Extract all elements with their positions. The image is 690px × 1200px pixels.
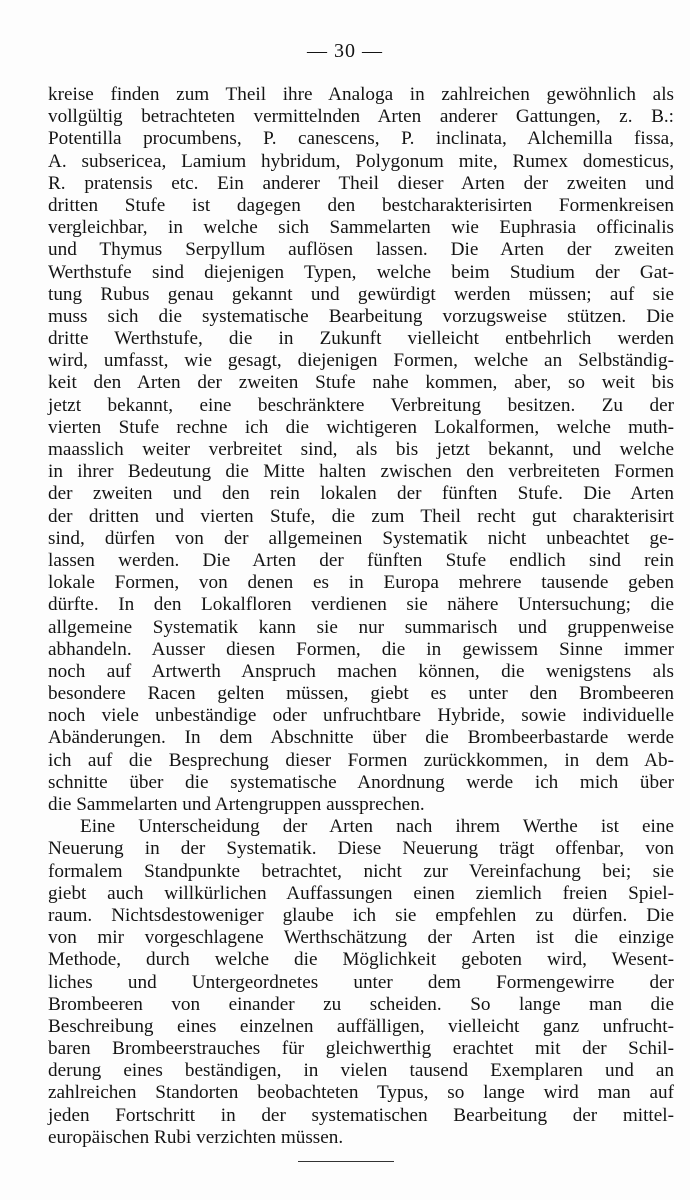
text-line: dritte Werthstufe, die in Zukunft vielleicht entbehrlich werden	[48, 328, 674, 350]
text-line: jetzt bekannt, eine beschränktere Verbreitung besitzen. Zu der	[48, 394, 674, 416]
text-line: Brombeeren von einander zu scheiden. So lange man die	[48, 993, 674, 1015]
text-line: dürfte. In den Lokalfloren verdienen sie nähere Untersuchung; die	[48, 594, 674, 616]
text-line: formalem Standpunkte betrachtet, nicht zur Vereinfachung bei; sie	[48, 860, 674, 882]
text-line: ich auf die Besprechung dieser Formen zurückkommen, in dem Ab-	[48, 749, 674, 771]
text-line: dritten Stufe ist dagegen den bestcharakterisirten Formenkreisen	[48, 194, 674, 216]
text-line: R. pratensis etc. Ein anderer Theil dieser Arten der zweiten und	[48, 172, 674, 194]
body-text	[48, 84, 674, 1149]
text-line: maasslich weiter verbreitet sind, als bis jetzt bekannt, und welche	[48, 439, 674, 460]
text-line: und Thymus Serpyllum auflösen lassen. Die Arten der zweiten	[48, 239, 674, 261]
text-line: noch auf Artwerth Anspruch machen können, die wenigstens als	[48, 660, 674, 682]
text-line: europäischen Rubi verzichten müssen.	[48, 1126, 344, 1148]
text-line: vollgültig betrachteten vermittelnden Arten anderer Gattungen, z. B.:	[48, 106, 674, 128]
text-line: wird, umfasst, wie gesagt, diejenigen Formen, welche an Selbständig-	[48, 350, 674, 372]
text-line: Abänderungen. In dem Abschnitte über die Brombeerbastarde werde	[48, 727, 674, 749]
text-line: jeden Fortschritt in der systematischen Bearbeitung der mittel-	[48, 1104, 674, 1126]
paragraph	[48, 816, 674, 1149]
text-line: A. subsericea, Lamium hybridum, Polygonum mite, Rumex domesticus,	[48, 150, 674, 172]
text-line: Potentilla procumbens, P. canescens, P. inclinata, Alchemilla fissa,	[48, 128, 674, 150]
text-line: Methode, durch welche die Möglichkeit geboten wird, Wesent-	[48, 949, 674, 971]
text-line: Eine Unterscheidung der Arten nach ihrem Werthe ist eine	[80, 816, 674, 838]
text-line: keit den Arten der zweiten Stufe nahe kommen, aber, so weit bis	[48, 372, 674, 394]
text-line: tung Rubus genau gekannt und gewürdigt werden müssen; auf sie	[48, 283, 674, 305]
text-line: der dritten und vierten Stufe, die zum Theil recht gut charakterisirt	[48, 505, 674, 527]
text-line: allgemeine Systematik kann sie nur summarisch und gruppenweise	[48, 616, 674, 638]
text-line: schnitte über die systematische Anordnung werde ich mich über	[48, 771, 674, 793]
text-line: sind, dürfen von der allgemeinen Systematik nicht unbeachtet ge-	[48, 527, 674, 549]
text-line: giebt auch willkürlichen Auffassungen einen ziemlich freien Spiel-	[48, 882, 674, 904]
text-line: derung eines beständigen, in vielen tausend Exemplaren und an	[48, 1060, 674, 1082]
page-number: — 30 —	[307, 40, 383, 62]
text-line: liches und Untergeordnetes unter dem Formengewirre der	[48, 971, 674, 993]
text-line: Beschreibung eines einzelnen auffälligen, vielleicht ganz unfrucht-	[48, 1015, 674, 1037]
text-line: vergleichbar, in welche sich Sammelarten wie Euphrasia officinalis	[48, 217, 674, 239]
text-line: zahlreichen Standorten beobachteten Typus, so lange wird man auf	[48, 1082, 674, 1104]
text-line: kreise finden zum Theil ihre Analoga in zahlreichen gewöhnlich als	[48, 84, 674, 105]
text-line: raum. Nichtsdestoweniger glaube ich sie empfehlen zu dürfen. Die	[48, 904, 674, 926]
text-line: der zweiten und den rein lokalen der fünften Stufe. Die Arten	[48, 483, 674, 505]
text-line: baren Brombeerstrauches für gleichwerthig erachtet mit der Schil-	[48, 1038, 674, 1060]
text-line: von mir vorgeschlagene Werthschätzung der Arten ist die einzige	[48, 927, 674, 949]
text-line: muss sich die systematische Bearbeitung vorzugsweise stützen. Die	[48, 305, 674, 327]
text-line: Neuerung in der Systematik. Diese Neuerung trägt offenbar, von	[48, 838, 674, 860]
text-line: noch viele unbeständige oder unfruchtbare Hybride, sowie individuelle	[48, 705, 674, 727]
bottom-rule	[298, 1161, 394, 1162]
text-line: in ihrer Bedeutung die Mitte halten zwischen den verbreiteten Formen	[48, 461, 674, 483]
text-line: die Sammelarten und Artengruppen aussprechen.	[48, 794, 425, 815]
text-line: abhandeln. Ausser diesen Formen, die in gewissem Sinne immer	[48, 638, 674, 660]
text-line: lassen werden. Die Arten der fünften Stufe endlich sind rein	[48, 549, 674, 571]
text-line: vierten Stufe rechne ich die wichtigeren Lokalformen, welche muth-	[48, 416, 674, 438]
text-line: Werthstufe sind diejenigen Typen, welche beim Studium der Gat-	[48, 261, 674, 283]
text-line: besondere Racen gelten müssen, giebt es unter den Brombeeren	[48, 683, 674, 705]
text-line: lokale Formen, von denen es in Europa mehrere tausende geben	[48, 572, 674, 594]
paragraph	[48, 84, 674, 816]
